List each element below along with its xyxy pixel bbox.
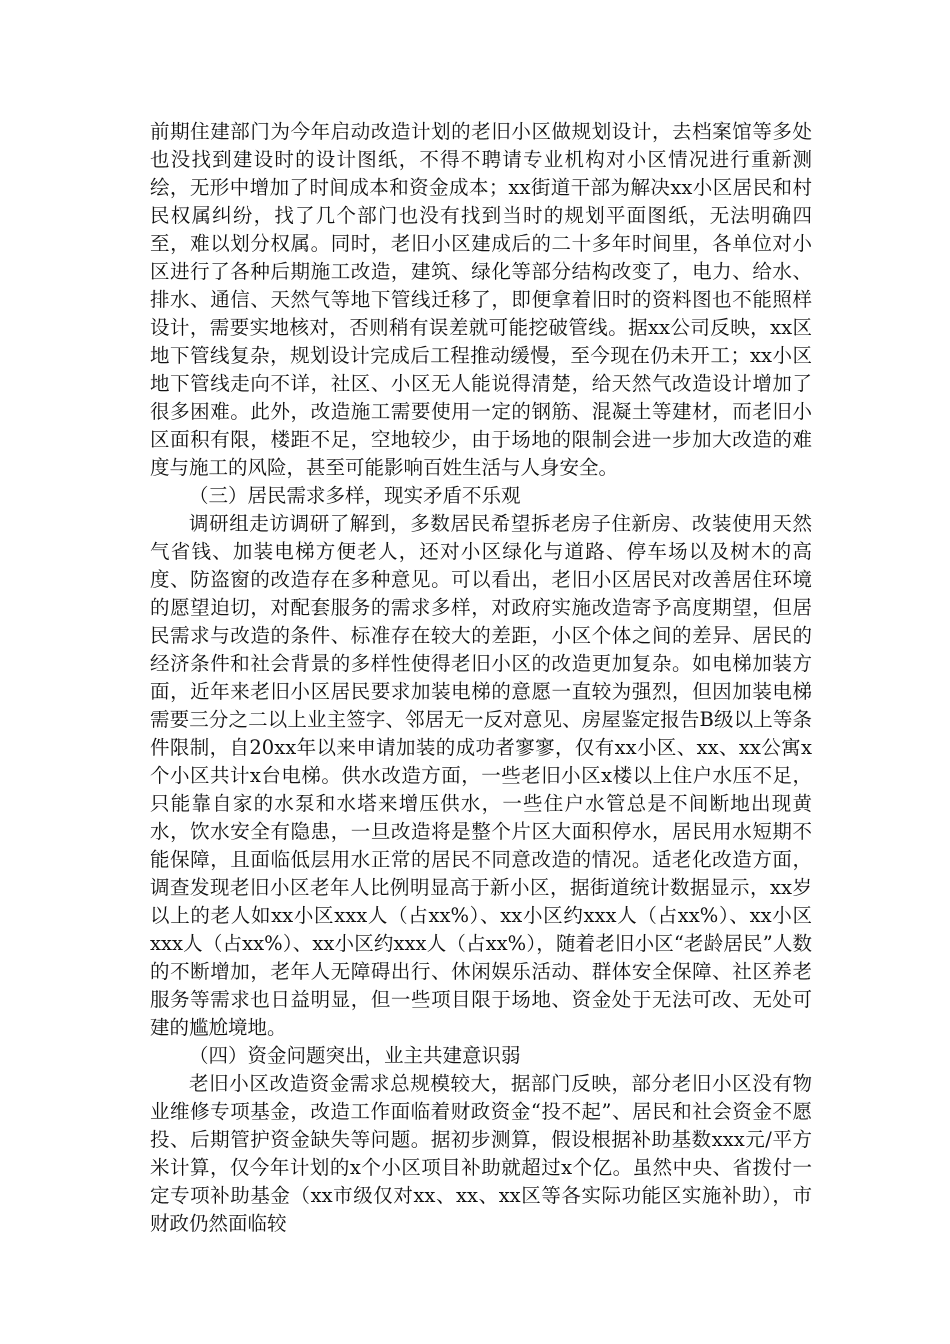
body-paragraph: 老旧小区改造资金需求总规模较大，据部门反映，部分老旧小区没有物业维修专项基金，改造工作面临着财政资金“投不起”、居民和社会资金不愿投、后期管护资金缺失等问题。据初步测算，假设根据补助基数xxx元/平方米计算，仅今年计划的x个小区项目补助就超过x个亿。虽然中央、省拨付一定专项补助基金（xx市级仅对xx、xx、xx区等各实际功能区实施补助），市财政仍然面临较 bbox=[150, 1072, 812, 1235]
body-paragraph: 前期住建部门为今年启动改造计划的老旧小区做规划设计，去档案馆等多处也没找到建设时的设计图纸，不得不聘请专业机构对小区情况进行重新测绘，无形中增加了时间成本和资金成本；xx街道干部为解决xx小区居民和村民权属纠纷，找了几个部门也没有找到当时的规划平面图纸，无法明确四至，难以划分权属。同时，老旧小区建成后的二十多年时间里，各单位对小区进行了各种后期施工改造，建筑、绿化等部分结构改变了，电力、给水、排水、通信、天然气等地下管线迁移了，即便拿着旧时的资料图也不能照样设计，需要实地核对，否则稍有误差就可能挖破管线。据xx公司反映，xx区地下管线复杂，规划设计完成后工程推动缓慢，至今现在仍未开工；xx小区地下管线走向不详，社区、小区无人能说得清楚，给天然气改造设计增加了很多困难。此外，改造施工需要使用一定的钢筋、混凝土等建材，而老旧小区面积有限，楼距不足，空地较少，由于场地的限制会进一步加大改造的难度与施工的风险，甚至可能影响百姓生活与人身安全。 bbox=[150, 120, 812, 479]
section-heading: （四）资金问题突出，业主共建意识弱 bbox=[189, 1044, 521, 1067]
section-heading: （三）居民需求多样，现实矛盾不乐观 bbox=[189, 484, 521, 507]
document-page bbox=[150, 118, 812, 1238]
body-paragraph: 调研组走访调研了解到，多数居民希望拆老房子住新房、改装使用天然气省钱、加装电梯方便老人，还对小区绿化与道路、停车场以及树木的高度、防盗窗的改造存在多种意见。可以看出，老旧小区居民对改善居住环境的愿望迫切，对配套服务的需求多样，对政府实施改造寄予高度期望，但居民需求与改造的条件、标准存在较大的差距，小区个体之间的差异、居民的经济条件和社会背景的多样性使得老旧小区的改造更加复杂。如电梯加装方面，近年来老旧小区居民要求加装电梯的意愿一直较为强烈，但因加装电梯需要三分之二以上业主签字、邻居无一反对意见、房屋鉴定报告B级以上等条件限制，自20xx年以来申请加装的成功者寥寥，仅有xx小区、xx、xx公寓x个小区共计x台电梯。供水改造方面，一些老旧小区x楼以上住户水压不足，只能靠自家的水泵和水塔来增压供水，一些住户水管总是不间断地出现黄水，饮水安全有隐患，一旦改造将是整个片区大面积停水，居民用水短期不能保障，且面临低层用水正常的居民不同意改造的情况。适老化改造方面，调查发现老旧小区老年人比例明显高于新小区，据街道统计数据显示，xx岁以上的老人如xx小区xxx人（占xx%）、xx小区约xxx人（占xx%）、xx小区xxx人（占xx%）、xx小区约xxx人（占xx%），随着老旧小区“老龄居民”人数的不断增加，老年人无障碍出行、休闲娱乐活动、群体安全保障、社区养老服务等需求也日益明显，但一些项目限于场地、资金处于无法可改、无处可建的尴尬境地。 bbox=[150, 512, 812, 1039]
